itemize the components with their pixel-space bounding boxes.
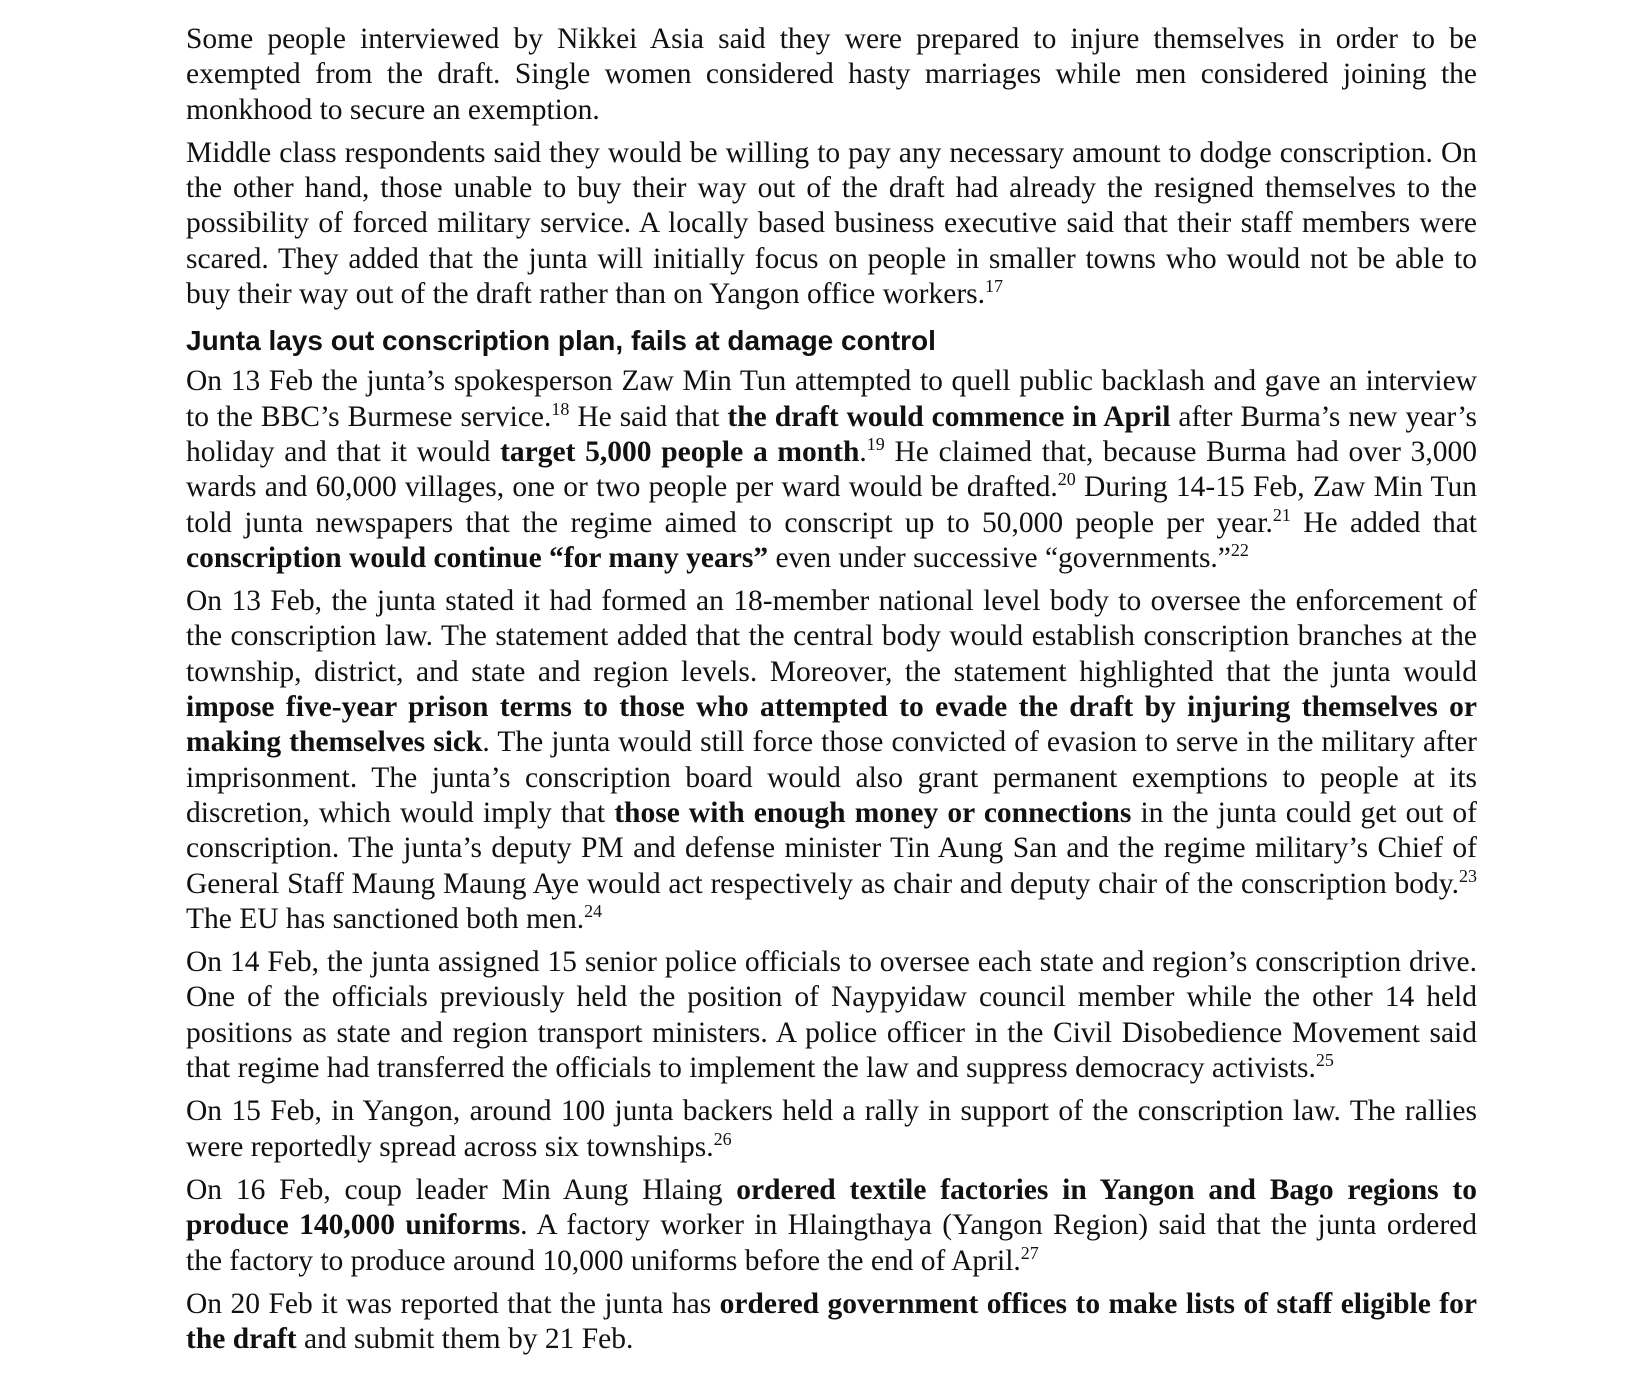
body-paragraph [186, 1173, 1477, 1279]
bold-text: target 5,000 people a month [500, 435, 860, 468]
footnote-ref: 23 [1459, 865, 1477, 886]
body-paragraph [186, 136, 1477, 312]
text-run: The EU has sanctioned both men. [186, 902, 585, 935]
bold-text: those with enough money or connections [614, 796, 1132, 829]
text-run: On 20 Feb it was reported that the junta has [186, 1287, 720, 1320]
body-paragraph [186, 22, 1477, 128]
body-paragraph [186, 364, 1477, 576]
body-paragraph [186, 584, 1477, 937]
footnote-ref: 26 [713, 1128, 732, 1149]
body-paragraph [186, 1287, 1477, 1358]
text-run: after Burma’s new year’s holiday and that it would [186, 400, 1477, 468]
text-run: . The junta would still force those convicted of evasion to serve in the military after imprisonment. The junta’s conscription board would also grant permanent exemptions to people at its discretion, which would imply that [186, 726, 1478, 829]
footnote-ref: 22 [1230, 539, 1249, 560]
body-paragraph [186, 945, 1477, 1086]
bold-text: ordered government offices to make lists of staff eligible for the draft [186, 1287, 1477, 1356]
text-run: He claimed that, because Burma had over 3,000 wards and 60,000 villages, one or two people per ward would be drafted. [186, 435, 1477, 504]
footnote-ref: 21 [1272, 504, 1291, 525]
text-run: He said that [569, 400, 728, 433]
text-run: On 13 Feb the junta’s spokesperson Zaw Min Tun attempted to quell public backlash and gave an interview to the BBC’s Burmese service. [186, 365, 1477, 433]
footnote-ref: 20 [1057, 469, 1076, 490]
footnote-ref: 19 [866, 433, 885, 454]
footnote-ref: 27 [1020, 1242, 1039, 1263]
text-run: On 16 Feb, coup leader Min Aung Hlaing [186, 1173, 737, 1206]
text-run: . A factory worker in Hlaingthaya (Yangon Region) said that the junta ordered the factory to produce around 10,000 uniforms before the end of April. [186, 1209, 1477, 1277]
body-paragraph [186, 1094, 1477, 1165]
text-run: in the junta could get out of conscription. The junta’s deputy PM and defense minister Tin Aung San and the regime military’s Chief of General Staff Maung Maung Aye would act respectively as chair and deputy chair of the conscription body. [186, 796, 1477, 900]
bold-text: conscription would continue “for many years” [186, 541, 769, 574]
footnote-ref: 25 [1315, 1050, 1334, 1071]
text-run: even under successive “governments.” [768, 541, 1231, 574]
text-run: On 14 Feb, the junta assigned 15 senior police officials to oversee each state and region’s conscription drive. One of the officials previously held the position of Naypyidaw council member while the other 14 held positions as state and region transport ministers. A police officer in the Civil Disobedience Movement said that regime had transferred the officials to implement the law and suppress democracy activists. [186, 946, 1477, 1085]
section-heading: Junta lays out conscription plan, fails at damage control [186, 325, 936, 357]
text-run: and submit them by 21 Feb. [296, 1323, 634, 1356]
text-run: On 13 Feb, the junta stated it had formed an 18-member national level body to oversee the enforcement of the conscription law. The statement added that the central body would establish conscription branches at the township, district, and state and region levels. Moreover, the statement highlighted that the junta would [186, 585, 1477, 688]
bold-text: the draft would commence in April [727, 400, 1171, 433]
bold-text: ordered textile factories in Yangon and Bago regions to produce 140,000 uniforms [186, 1173, 1478, 1242]
footnote-ref: 17 [985, 276, 1004, 297]
document-body [186, 22, 1477, 1357]
text-run: On 15 Feb, in Yangon, around 100 junta backers held a rally in support of the conscription law. The rallies were reportedly spread across six townships. [186, 1095, 1477, 1163]
text-run: . [859, 435, 867, 468]
text-run: During 14-15 Feb, Zaw Min Tun told junta newspapers that the regime aimed to conscript up to 50,000 people per year. [186, 471, 1477, 539]
bold-text: impose five-year prison terms to those who attempted to evade the draft by injuring themselves or making themselves sick [186, 691, 1477, 759]
text-run: Some people interviewed by Nikkei Asia said they were prepared to injure themselves in order to be exempted from the draft. Single women considered hasty marriages while men considered joining the monkhood to secure an exemption. [186, 23, 1477, 126]
footnote-ref: 18 [551, 398, 570, 419]
footnote-ref: 24 [584, 900, 603, 921]
text-run: Middle class respondents said they would be willing to pay any necessary amount to dodge conscription. On the other hand, those unable to buy their way out of the draft had already the resigned themselves to the possibility of forced military service. A locally based business executive said that their staff members were scared. They added that the junta will initially focus on people in smaller towns who would not be able to buy their way out of the draft rather than on Yangon office workers. [186, 136, 1477, 311]
text-run: He added that [1290, 506, 1477, 539]
